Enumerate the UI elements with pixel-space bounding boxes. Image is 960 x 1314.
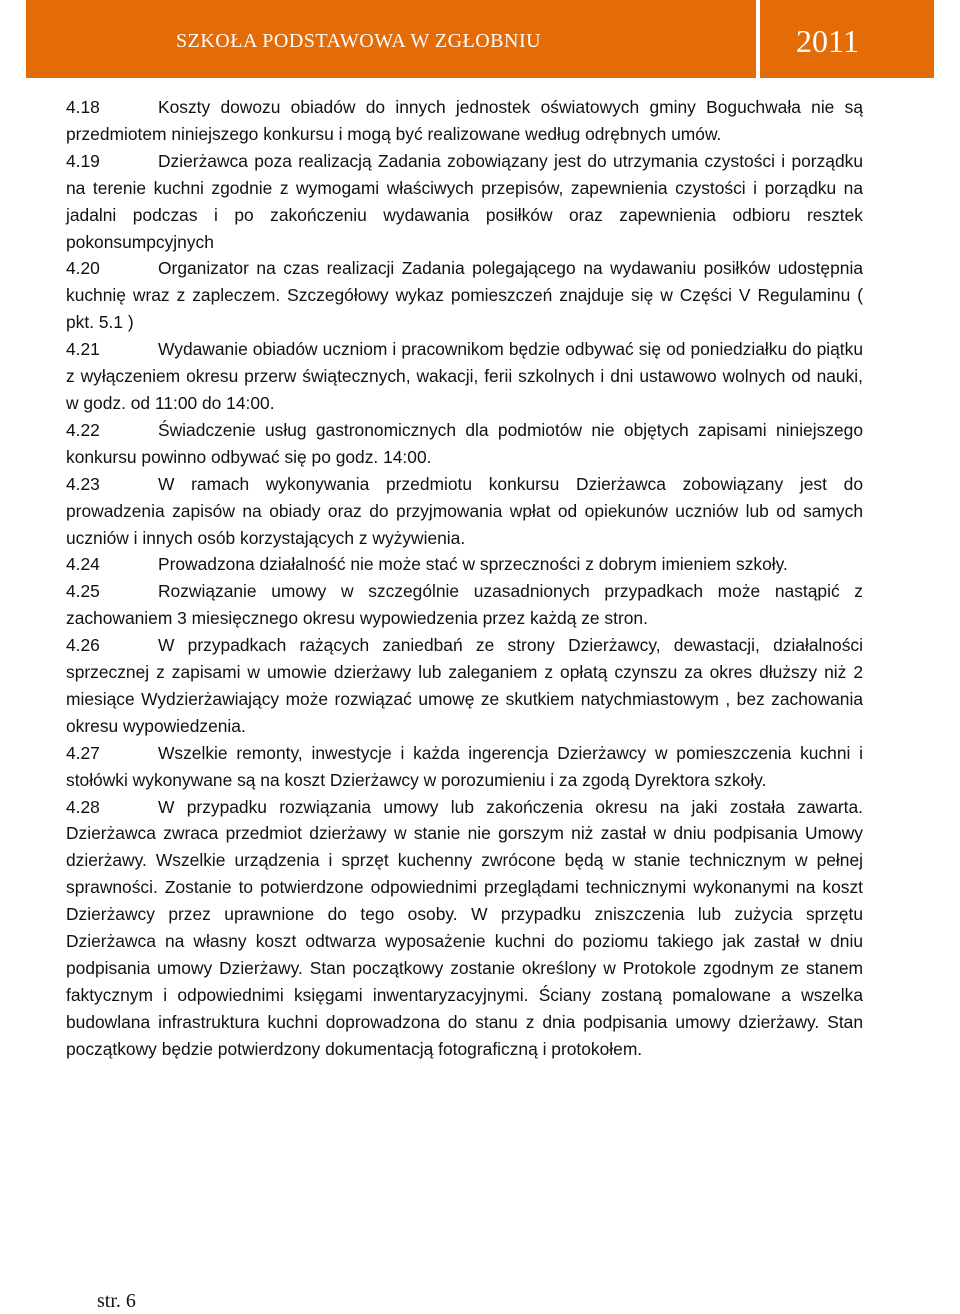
item-number: 4.19 [66, 150, 100, 171]
document-body [66, 94, 863, 1063]
item-text: Dzierżawca poza realizacją Zadania zobowiązany jest do utrzymania czystości i porządku na terenie kuchni zgodnie z wymogami właściwych przepisów, zapewnienia czystości i porządku na jadalni podczas i po zakończeniu wydawania posiłków oraz zapewnienia odbioru resztek pokonsumpcyjnych [66, 150, 863, 252]
list-item [66, 551, 863, 578]
item-text: Świadczenie usług gastronomicznych dla podmiotów nie objętych zapisami niniejszego konkursu powinno odbywać się po godz. 14:00. [66, 419, 863, 467]
item-text: Rozwiązanie umowy w szczególnie uzasadnionych przypadkach może nastąpić z zachowaniem 3 miesięcznego okresu wypowiedzenia przez każdą ze stron. [66, 581, 863, 629]
item-number: 4.22 [66, 419, 100, 440]
item-text: Organizator na czas realizacji Zadania polegającego na wydawaniu posiłków udostępnia kuchnię wraz z zapleczem. Szczegółowy wykaz pomieszczeń znajduje się w Części V Regulaminu ( pkt. 5.1 ) [66, 258, 863, 333]
item-text: Wszelkie remonty, inwestycje i każda ingerencja Dzierżawcy w pomieszczenia kuchni i stołówki wykonywane są na koszt Dzierżawcy w porozumieniu i za zgodą Dyrektora szkoły. [66, 742, 863, 790]
item-number: 4.21 [66, 339, 100, 360]
list-item [66, 94, 863, 148]
item-text: Wydawanie obiadów uczniom i pracownikom będzie odbywać się od poniedziałku do piątku z wyłączeniem okresu przerw świątecznych, wakacji, ferii szkolnych i dni ustawowo wolnych od nauki, w godz. od 11:00 do 14:00. [66, 339, 863, 413]
list-item [66, 632, 863, 740]
page-number: str. 6 [97, 1290, 136, 1312]
item-text: W przypadkach rażących zaniedbań ze strony Dzierżawcy, dewastacji, działalności sprzecznej z zapisami w umowie dzierżawy lub zaleganiem z opłatą czynszu za okres dłuższy niż 2 miesiące Wydzierżawiający może rozwiązać umowę ze skutkiem natychmiastowym , bez zachowania okresu wypowiedzenia. [66, 635, 863, 736]
list-item [66, 336, 863, 417]
item-number: 4.27 [66, 742, 100, 763]
item-number: 4.25 [66, 581, 100, 602]
header-year: 2011 [760, 0, 934, 78]
item-number: 4.28 [66, 796, 100, 817]
list-item [66, 578, 863, 632]
item-text: Koszty dowozu obiadów do innych jednostek oświatowych gminy Boguchwała nie są przedmiotem niniejszego konkursu i mogą być realizowane według odrębnych umów. [66, 97, 863, 144]
item-number: 4.23 [66, 473, 100, 494]
item-number: 4.20 [66, 258, 100, 279]
item-number: 4.18 [66, 97, 100, 117]
list-item [66, 471, 863, 552]
item-text: Prowadzona działalność nie może stać w sprzeczności z dobrym imieniem szkoły. [158, 554, 788, 575]
list-item [66, 740, 863, 794]
list-item [66, 794, 863, 1063]
item-text: W przypadku rozwiązania umowy lub zakończenia okresu na jaki została zawarta. Dzierżawca zwraca przedmiot dzierżawy w stanie nie gorszym niż zastał w dniu podpisania Umowy dzierżawy. Wszelkie urządzenia i sprzęt kuchenny zwrócone będą w stanie technicznym w pełnej sprawności. Zostanie to potwierdzone odpowiednimi przeglądami technicznymi wykonanymi na koszt Dzierżawcy przez uprawnione do tego osoby. W przypadku zniszczenia lub zużycia sprzętu Dzierżawca na własny koszt odtwarza wyposażenie kuchni do poziomu takiego jak zastał w dniu podpisania umowy Dzierżawy. Stan początkowy zostanie określony w Protokole zgodnym ze stanem faktycznym i odpowiednimi księgami inwentaryzacyjnymi. Ściany zostaną pomalowane a wszelka budowlana infrastruktura kuchni doprowadzona do stanu z dnia podpisania umowy dzierżawy. Stan początkowy będzie potwierdzony dokumentacją fotograficzną i protokołem. [66, 796, 863, 1059]
list-item [66, 148, 863, 256]
list-item [66, 417, 863, 471]
header-title: SZKOŁA PODSTAWOWA W ZGŁOBNIU [26, 0, 756, 78]
item-number: 4.26 [66, 635, 100, 656]
item-text: W ramach wykonywania przedmiotu konkursu Dzierżawca zobowiązany jest do prowadzenia zapisów na obiady oraz do przyjmowania wpłat od opiekunów uczniów lub od samych uczniów i innych osób korzystających z wyżywienia. [66, 473, 863, 548]
item-number: 4.24 [66, 554, 100, 575]
list-item [66, 255, 863, 336]
page-header [26, 0, 934, 78]
